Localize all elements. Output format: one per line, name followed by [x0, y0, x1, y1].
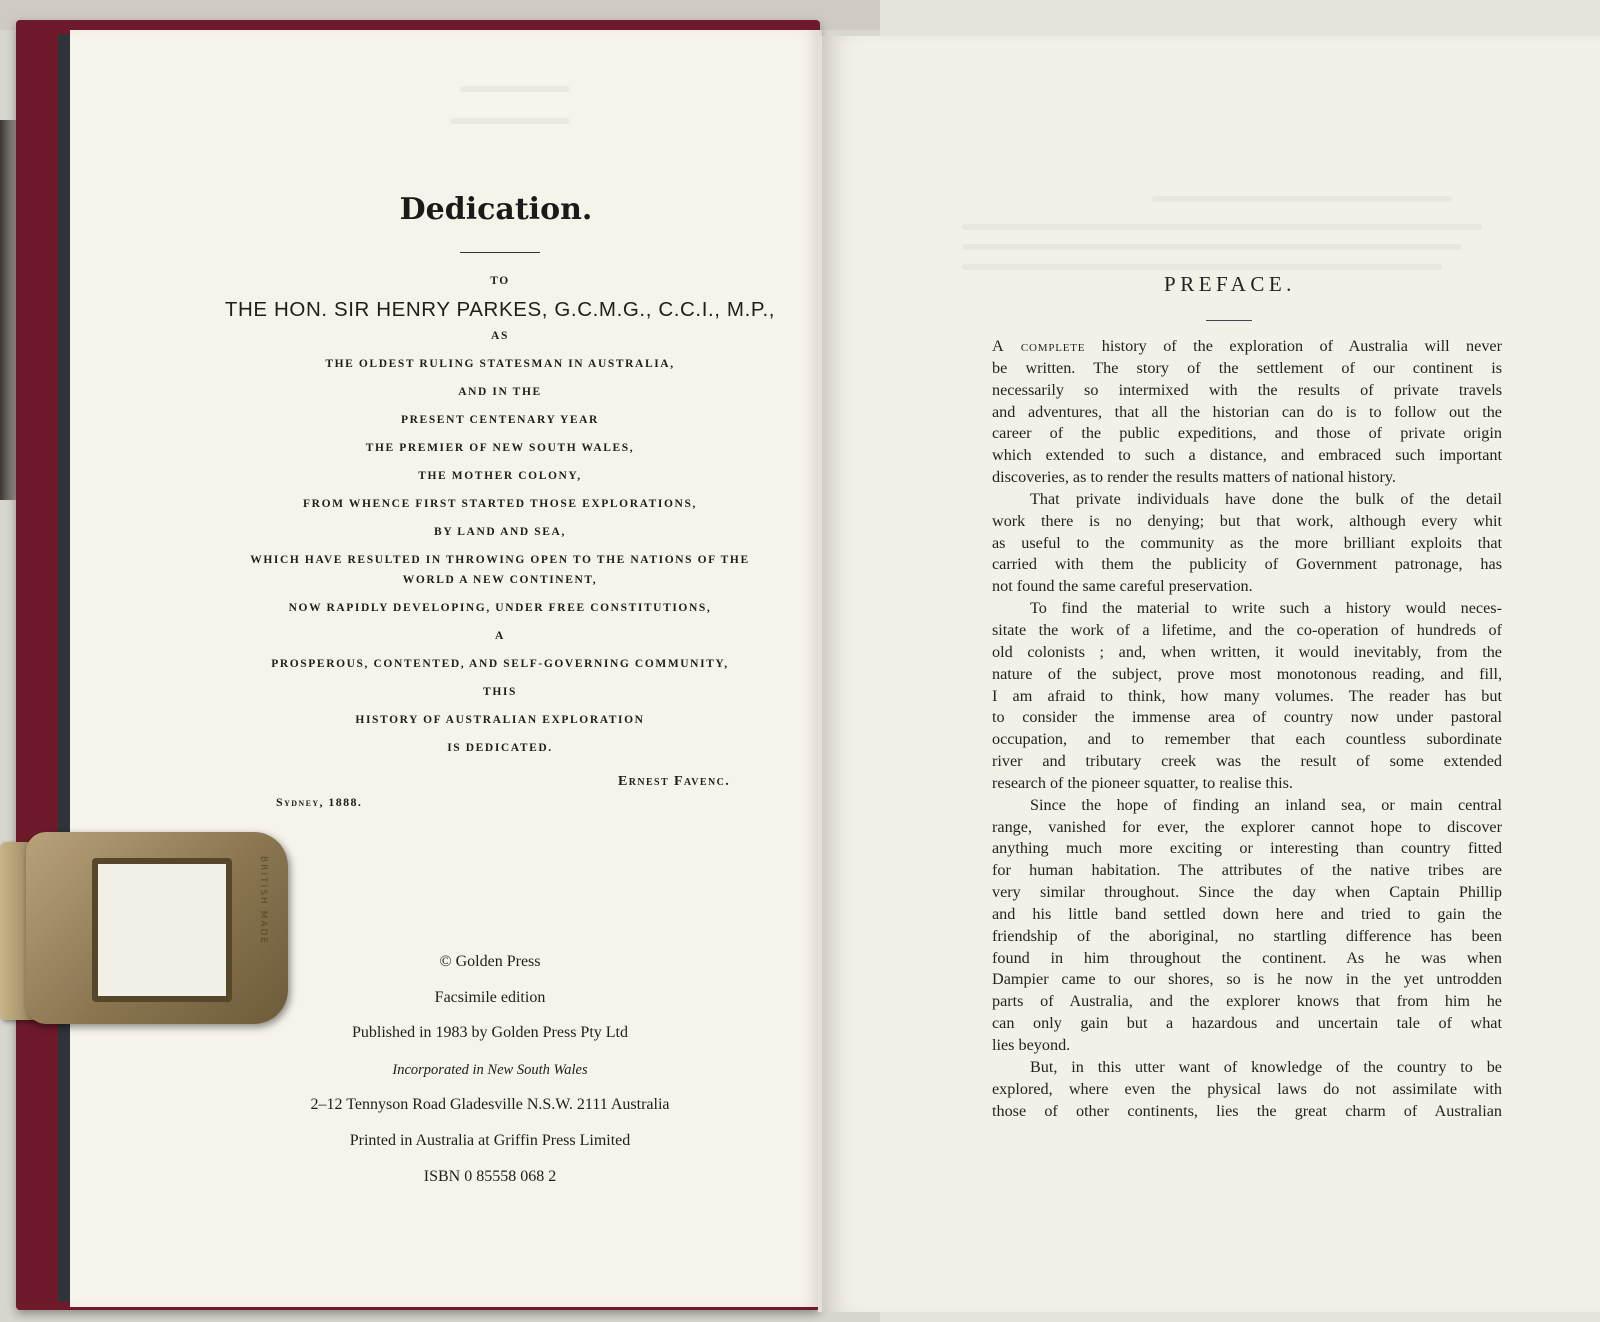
imprint-address: 2–12 Tennyson Road Gladesville N.S.W. 2111 Australia — [310, 1096, 670, 1113]
dedication-line: THE OLDEST RULING STATESMAN IN AUSTRALIA, — [325, 358, 675, 370]
preface-line: lies beyond. — [992, 1036, 1071, 1054]
imprint-copyright: © Golden Press — [439, 953, 541, 970]
preface-line: sitate the work of a lifetime, and the co-operation of hundreds of — [992, 620, 1502, 639]
dedication-line: PROSPEROUS, CONTENTED, AND SELF-GOVERNING COMMUNITY, — [271, 658, 729, 670]
preface-line: very similar throughout. Since the day when Captain Phillip — [992, 883, 1502, 902]
imprint-isbn: ISBN 0 85558 068 2 — [423, 1168, 557, 1185]
preface-line: career of the public expeditions, and those of private origin — [992, 424, 1502, 443]
dedication-line: AND IN THE — [458, 386, 542, 398]
preface-line: research of the pioneer squatter, to realise this. — [992, 773, 1293, 792]
dedication-line: AS — [491, 330, 509, 342]
preface-line: I am afraid to think, how many volumes. The reader has but — [992, 686, 1502, 705]
show-through-line — [962, 244, 1462, 250]
preface-line: parts of Australia, and the explorer knows that from him he — [992, 992, 1502, 1011]
preface-line: carried with them the publicity of Government patronage, has — [992, 555, 1502, 574]
preface-line — [992, 336, 1502, 358]
dedication-title: Dedication. — [399, 192, 593, 227]
dedication-line: HISTORY OF AUSTRALIAN EXPLORATION — [355, 714, 645, 726]
imprint-incorporated: Incorporated in New South Wales — [392, 1062, 588, 1078]
preface-line: and his little band settled down here and tried to gain the — [992, 904, 1502, 923]
dedication-line: NOW RAPIDLY DEVELOPING, UNDER FREE CONSTITUTIONS, — [288, 602, 712, 614]
preface-line: explored, where even the physical laws do not assimilate with — [992, 1079, 1502, 1098]
dedication-line: PRESENT CENTENARY YEAR — [401, 414, 599, 426]
preface-line: But, in this utter want of knowledge of the country to be — [1030, 1057, 1502, 1076]
show-through-line — [450, 118, 570, 124]
dedication-place-date: Sydney, 1888. — [276, 795, 363, 809]
show-through-line — [460, 86, 570, 92]
show-through-line — [962, 264, 1442, 270]
imprint-printed: Printed in Australia at Griffin Press Limited — [349, 1132, 631, 1149]
preface-line: nature of the subject, prove most monotonous reading, and fill, — [992, 664, 1502, 683]
preface-line-text: history of the exploration of Australia will never — [1085, 337, 1502, 355]
preface-line: occupation, and to remember that each countless subordinate — [992, 730, 1502, 749]
preface-line: old colonists ; and, when written, it would inevitably, from the — [992, 642, 1502, 661]
imprint-edition: Facsimile edition — [434, 989, 546, 1006]
preface-title: PREFACE. — [1164, 272, 1296, 296]
preface-line: Dampier came to our shores, so is he now in the yet untrodden — [992, 970, 1502, 989]
preface-line: That private individuals have done the bulk of the detail — [1030, 489, 1502, 508]
preface-line: work there is no denying; but that work, although every whit — [992, 511, 1502, 530]
preface-line: friendship of the aboriginal, no startling difference has been — [992, 926, 1502, 945]
preface-line: river and tributary creek was the result of some extended — [992, 752, 1502, 771]
preface-line: to consider the immense area of country now under pastoral — [992, 708, 1502, 727]
dedication-line: IS DEDICATED. — [447, 742, 553, 754]
show-through-line — [1152, 196, 1452, 202]
preface-line: range, vanished for ever, the explorer cannot hope to discover — [992, 817, 1502, 836]
dedication-line: THE MOTHER COLONY, — [418, 470, 582, 482]
preface-line: Since the hope of finding an inland sea, or main central — [1030, 795, 1502, 814]
clip-stamp: BRITISH MADE — [258, 856, 268, 946]
preface-body — [992, 336, 1502, 1122]
preface-line: those of other continents, lies the great charm of Australian — [992, 1101, 1502, 1120]
dedication-line: THE PREMIER OF NEW SOUTH WALES, — [365, 442, 635, 454]
preface-line: anything much more exciting or interesting than country fitted — [992, 839, 1502, 858]
preface-line: necessarily so intermixed with the results of private travels — [992, 380, 1502, 399]
clip-window — [92, 858, 232, 1002]
imprint-published: Published in 1983 by Golden Press Pty Ltd — [351, 1024, 628, 1041]
dedication-line: WHICH HAVE RESULTED IN THROWING OPEN TO THE NATIONS OF THE — [250, 554, 750, 566]
preface-line: not found the same careful preservation. — [992, 577, 1253, 596]
dedication-line: THIS — [483, 686, 517, 698]
dedication-line: BY LAND AND SEA, — [434, 526, 566, 538]
dedication-line: A — [495, 630, 505, 642]
preface-line: and adventures, that all the historian can do is to follow out the — [992, 402, 1502, 421]
dedication-honoree: THE HON. SIR HENRY PARKES, G.C.M.G., C.C.I., M.P., — [224, 298, 776, 321]
preface-line: be written. The story of the settlement of our continent is — [992, 358, 1502, 377]
preface-lead: A complete — [992, 337, 1086, 355]
page-clip — [26, 832, 288, 1024]
preface-line: found in him throughout the continent. As he was when — [992, 948, 1502, 967]
preface-line: discoveries, as to render the results matters of national history. — [992, 468, 1396, 487]
dedication-line: WORLD A NEW CONTINENT, — [402, 574, 598, 586]
preface-rule — [1206, 320, 1252, 321]
dedication-line: FROM WHENCE FIRST STARTED THOSE EXPLORATIONS, — [303, 498, 697, 510]
title-rule — [460, 252, 540, 253]
preface-line: can only gain but a hazardous and uncertain tale of what — [992, 1014, 1502, 1033]
preface-line: as useful to the community as the more brilliant exploits that — [992, 533, 1502, 552]
preface-line: for human habitation. The attributes of the native tribes are — [992, 861, 1502, 880]
show-through-line — [962, 224, 1482, 230]
dedication-author: Ernest Favenc. — [618, 774, 731, 789]
preface-line: To find the material to write such a history would neces- — [1030, 599, 1502, 618]
dedication-to: TO — [490, 275, 510, 287]
preface-line: which extended to such a distance, and embraced such important — [992, 446, 1502, 465]
